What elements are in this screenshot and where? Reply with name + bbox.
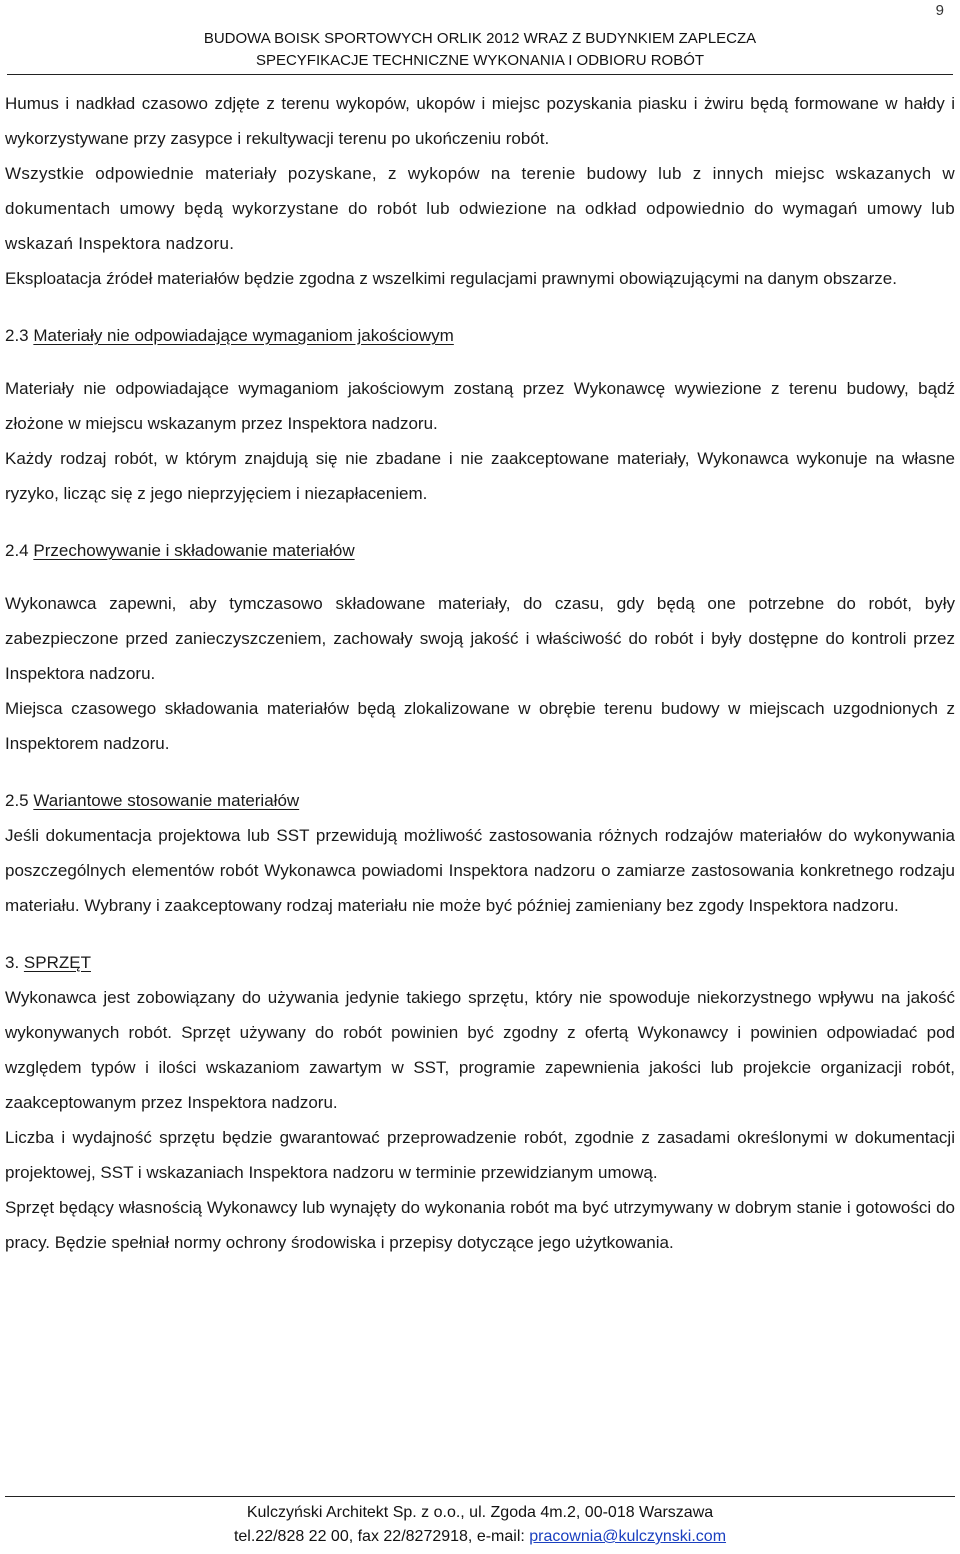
section-title: SPRZĘT <box>23 953 91 972</box>
page-footer <box>0 1496 960 1549</box>
intro-paragraph-2: Wszystkie odpowiednie materiały pozyskane, z wykopów na terenie budowy lub z innych miejsc wskazanych w dokumentach umowy będą wykorzystane do robót lub odwiezione na odkład odpowiednio do wymagań umowy lub wskazań Inspektora nadzoru. <box>5 164 955 253</box>
section-number: 2.5 <box>5 791 34 810</box>
header-title: BUDOWA BOISK SPORTOWYCH ORLIK 2012 WRAZ Z BUDYNKIEM ZAPLECZA <box>203 30 757 47</box>
section-number: 2.4 <box>5 541 34 560</box>
section-2-4-paragraph-1: Wykonawca zapewni, aby tymczasowo składowane materiały, do czasu, gdy będą one potrzebne do robót, były zabezpieczone przed zanieczyszczeniem, zachowały swoją jakość i właściwość do robót i były dostępne do kontroli przez Inspektora nadzoru. <box>5 594 955 683</box>
page-number: 9 <box>935 2 944 19</box>
section-heading-2-5 <box>5 783 955 818</box>
intro-paragraph-3: Eksploatacja źródeł materiałów będzie zgodna z wszelkimi regulacjami prawnymi obowiązującymi na danym obszarze. <box>5 269 897 288</box>
footer-address: Kulczyński Architekt Sp. z o.o., ul. Zgoda 4m.2, 00-018 Warszawa <box>246 1504 714 1521</box>
section-heading-2-3 <box>5 318 955 353</box>
section-2-3-paragraph-2: Każdy rodzaj robót, w którym znajdują się nie zbadane i nie zaakceptowane materiały, Wykonawca wykonuje na własne ryzyko, licząc się z jego nieprzyjęciem i niezapłaceniem. <box>5 449 955 503</box>
page-header <box>0 28 960 75</box>
document-body <box>5 86 955 1260</box>
footer-email-link[interactable]: pracownia@kulczynski.com <box>529 1528 727 1545</box>
footer-contact <box>0 1525 960 1549</box>
section-title: Przechowywanie i składowanie materiałów <box>33 541 355 560</box>
header-subtitle: SPECYFIKACJE TECHNICZNE WYKONANIA I ODBIORU ROBÓT <box>255 52 705 69</box>
intro-paragraph-1: Humus i nadkład czasowo zdjęte z terenu wykopów, ukopów i miejsc pozyskania piasku i żwiru będą formowane w hałdy i wykorzystywane przy zasypce i rekultywacji terenu po ukończeniu robót. <box>5 94 955 148</box>
section-2-3-paragraph-1: Materiały nie odpowiadające wymaganiom jakościowym zostaną przez Wykonawcę wywiezione z terenu budowy, bądź złożone w miejscu wskazanym przez Inspektora nadzoru. <box>5 379 955 433</box>
section-3-paragraph-1: Wykonawca jest zobowiązany do używania jedynie takiego sprzętu, który nie spowoduje niekorzystnego wpływu na jakość wykonywanych robót. Sprzęt używany do robót powinien być zgodny z ofertą Wykonawcy i powinien odpowiadać pod względem typów i ilości wskazaniom zawartym w SST, programie zapewnienia jakości lub projekcie organizacji robót, zaakceptowanym przez Inspektora nadzoru. <box>5 988 955 1112</box>
section-heading-2-4 <box>5 533 955 568</box>
section-2-4-paragraph-2: Miejsca czasowego składowania materiałów będą zlokalizowane w obrębie terenu budowy w miejscach uzgodnionych z Inspektorem nadzoru. <box>5 699 955 753</box>
section-2-5-paragraph-1: Jeśli dokumentacja projektowa lub SST przewidują możliwość zastosowania różnych rodzajów materiałów do wykonywania poszczególnych elementów robót Wykonawca powiadomi Inspektora nadzoru o zamiarze zastosowania konkretnego rodzaju materiału. Wybrany i zaakceptowany rodzaj materiału nie może być później zamieniany bez zgody Inspektora nadzoru. <box>5 826 955 915</box>
header-divider <box>7 74 953 75</box>
footer-phone-fax: tel.22/828 22 00, fax 22/8272918, e-mail: <box>233 1528 530 1545</box>
section-3-paragraph-3: Sprzęt będący własnością Wykonawcy lub wynajęty do wykonania robót ma być utrzymywany w dobrym stanie i gotowości do pracy. Będzie spełniał normy ochrony środowiska i przepisy dotyczące jego użytkowania. <box>5 1198 955 1252</box>
section-3-paragraph-2: Liczba i wydajność sprzętu będzie gwarantować przeprowadzenie robót, zgodnie z zasadami określonymi w dokumentacji projektowej, SST i wskazaniach Inspektora nadzoru w terminie przewidzianym umową. <box>5 1128 955 1182</box>
section-number: 3. <box>5 953 24 972</box>
section-title: Wariantowe stosowanie materiałów <box>33 791 300 810</box>
section-title: Materiały nie odpowiadające wymaganiom jakościowym <box>33 326 454 345</box>
footer-divider <box>5 1496 955 1497</box>
section-number: 2.3 <box>5 326 34 345</box>
section-heading-3 <box>5 945 955 980</box>
